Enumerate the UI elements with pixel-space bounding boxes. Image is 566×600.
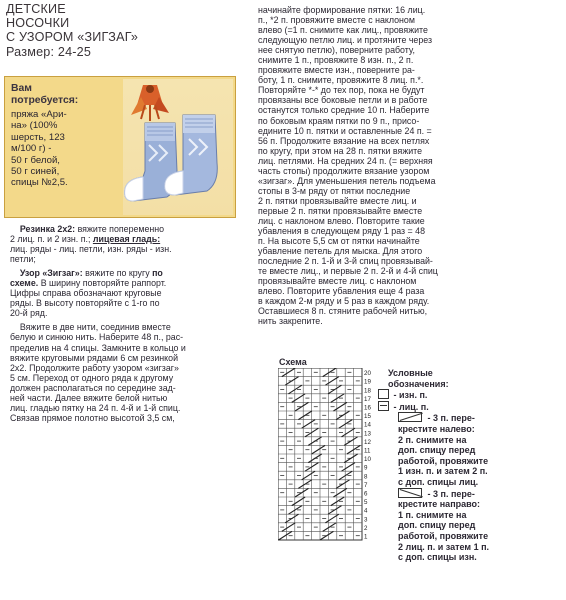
col2-line: Повторяйте *-* до тех пор, пока не будут [258,85,425,96]
cross-left-symbol-icon [398,412,422,422]
page-title [6,2,246,59]
legend-knit: - лиц. п. [378,401,564,413]
col2-line: лиц. с наклоном влево. Повторите такие [258,215,425,226]
rib-line: лиц. ряды - лиц. петли, изн. ряды - изн. [10,244,172,255]
col2-line: 2 п. пятки провязывайте вместе лиц. и [258,195,417,206]
main-instructions: Вяжите в две нити, соединив вместе белую и синюю нить. Наберите 48 п., рас- пределив на 4 спицы. Замкните в кольцо и вяжите круговыми рядами 6 см резинкой 2х2. Продолжите работу узором «зигзаг» 5 см. Переход от одного ряда к другому должен располагаться по середине зад- ней части. Далее вяжите белой нитью лиц. гладью пятку на 24 п. 4-й и 1-й спиц. Связав прямое полотно высотой 3,5 см, [10,322,186,423]
row-number: 2 [364,524,368,532]
row-number: 10 [364,456,371,464]
row-number: 15 [364,413,371,421]
col2-line: провязаны все боковые петли и в работе [258,95,428,106]
col2-line: часть стопы) продолжите вязание узором [258,165,430,176]
size-label: Размер: 24-25 [6,45,92,59]
socks-illustration [123,79,233,215]
materials-line: м/100 г) - [11,143,52,155]
legend-title: обозначения: [388,378,449,389]
row-number: 3 [364,516,368,524]
row-number: 13 [364,430,371,438]
materials-list [11,109,111,189]
rib-line: Резинка 2х2: вяжите попеременно [19,224,165,234]
purl-symbol-icon [378,389,389,399]
row-number: 5 [364,499,368,507]
row-number: 17 [364,395,371,403]
col2-line: едините 10 п. пятки и оставленные 24 п. = [258,125,432,136]
col2-line: провяжите вместе изн., поверните ра- [258,65,415,76]
row-number: 1 [364,533,368,541]
materials-box [4,76,236,218]
row-number: 7 [364,481,368,489]
zigzag-paragraph: Узор «Зигзаг»: вяжите по кругу по схеме. В ширину повторяйте раппорт. Цифры справа обозначают круговые ряды. В высоту повторяйте с 1-го по 20-й ряд. [10,268,167,319]
row-number: 16 [364,404,371,412]
col2-line: первые 2 п. пятки провязывайте вместе [258,205,423,216]
col2-line: нее снятую петлю), поверните работу, [258,45,415,56]
col2-line: влево (=1 п. снимите как лиц., провяжите [258,25,428,36]
row-number: 12 [364,438,371,446]
chart-legend: Условные обозначения: - изн. п. - лиц. п. - 3 п. пере- крестите налево: 2 п. снимите на доп. спицу перед работой, провяжите 1 изн. п. и затем 2 п. с доп. спицы лиц. - 3 п. пере- крестите направо: 1 п. снимите на доп. спицу перед работой, провяжите 2 лиц. п. и затем 1 п. с доп. спицы изн. [378,368,564,563]
col2-line: убавления в следующем ряду 1 раз = 48 [258,226,425,237]
col2-line: в каждом 2-м ряду и 5 раз в каждом ряду. [258,296,430,307]
materials-line: 50 г белой, [11,154,60,166]
tassel-ornament [131,85,169,121]
col2-line: те вместе лиц., и первые 2 п. 2-й и 4-й спиц [258,266,438,277]
knit-symbol-icon [378,401,389,411]
cross-right-symbol-icon [398,488,422,498]
socks-photo [123,79,233,215]
legend-purl: - изн. п. [378,389,564,401]
row-number: 14 [364,421,371,429]
col2-line: начинайте формирование пятки: 16 лиц. [258,5,426,15]
col2-line: убавление петель для мыска. Для этого [258,246,423,257]
materials-heading: Вам потребуется: [11,83,79,106]
col2-line: боту, 1 п. снимите, провяжите 8 лиц. п.*. [258,75,424,86]
row-number: 20 [364,370,371,378]
scheme-title: Схема [279,357,307,367]
col2-line: останутся только средние 10 п. Наберите [258,105,430,116]
row-number: 9 [364,464,368,472]
rib-line: 2 лиц. п. и 2 изн. п.; лицевая гладь: [10,234,161,245]
title-line-2: НОСОЧКИ [6,16,70,30]
col2-line: стопы в 3-м ряду от пятки последние [258,185,411,196]
col2-line: снимите 1 п., провяжите 8 изн. п., 2 п. [258,55,414,66]
row-number: 6 [364,490,368,498]
row-number: 11 [364,447,371,455]
col2-lines [258,5,558,327]
instructions-column-1 [10,224,246,423]
knitting-chart [278,368,374,549]
row-number: 4 [364,507,368,515]
col2-line: по кругу, при этом на 28 п. пятки вяжите [258,145,423,156]
instructions-column-2 [258,5,558,327]
col2-line: Оставшиеся 8 п. стяните рабочей нитью, [258,306,428,317]
col2-line: провязывайте вместе лиц. с наклоном [258,276,417,287]
row-number: 18 [364,387,371,395]
materials-line: шерсть, 123 [11,131,65,143]
materials-line: спицы №2,5. [11,177,68,189]
legend-cross-right: - 3 п. пере- [378,488,564,500]
col2-line: последние 2 п. 1-й и 3-й спиц провязывай- [258,256,433,267]
col2-line: 56 п. Продолжите вязание на всех петлях [258,135,430,146]
col2-line: «зигзаг». Для уменьшения петель подъема [258,175,436,186]
col2-line: п., *2 п. провяжите вместе с наклоном [258,15,415,26]
col2-line: лиц. петлями. На средних 24 п. (= верхняя [258,155,433,166]
col2-line: следующую петлю лиц. и протяните через [258,35,433,46]
materials-line: 50 г синей, [11,166,60,178]
col2-line: нить закрепите. [258,316,323,327]
rib-line: петли; [10,254,36,265]
materials-line: пряжа «Ари- [11,109,67,120]
legend-title: Условные [388,368,433,378]
title-line-1: ДЕТСКИЕ [6,2,66,16]
materials-line: на» (100% [11,120,58,132]
col2-line: по боковым краям пятки по 9 п., присо- [258,115,420,126]
col2-line: п. На высоте 5,5 см от пятки начинайте [258,236,420,247]
row-number: 19 [364,378,371,386]
legend-cross-left: - 3 п. пере- [378,412,564,424]
col2-line: влево. Повторите убавления еще 4 раза [258,286,425,297]
title-line-3: С УЗОРОМ «ЗИГЗАГ» [6,30,139,44]
chart-grid [278,368,374,544]
row-number: 8 [364,473,368,481]
